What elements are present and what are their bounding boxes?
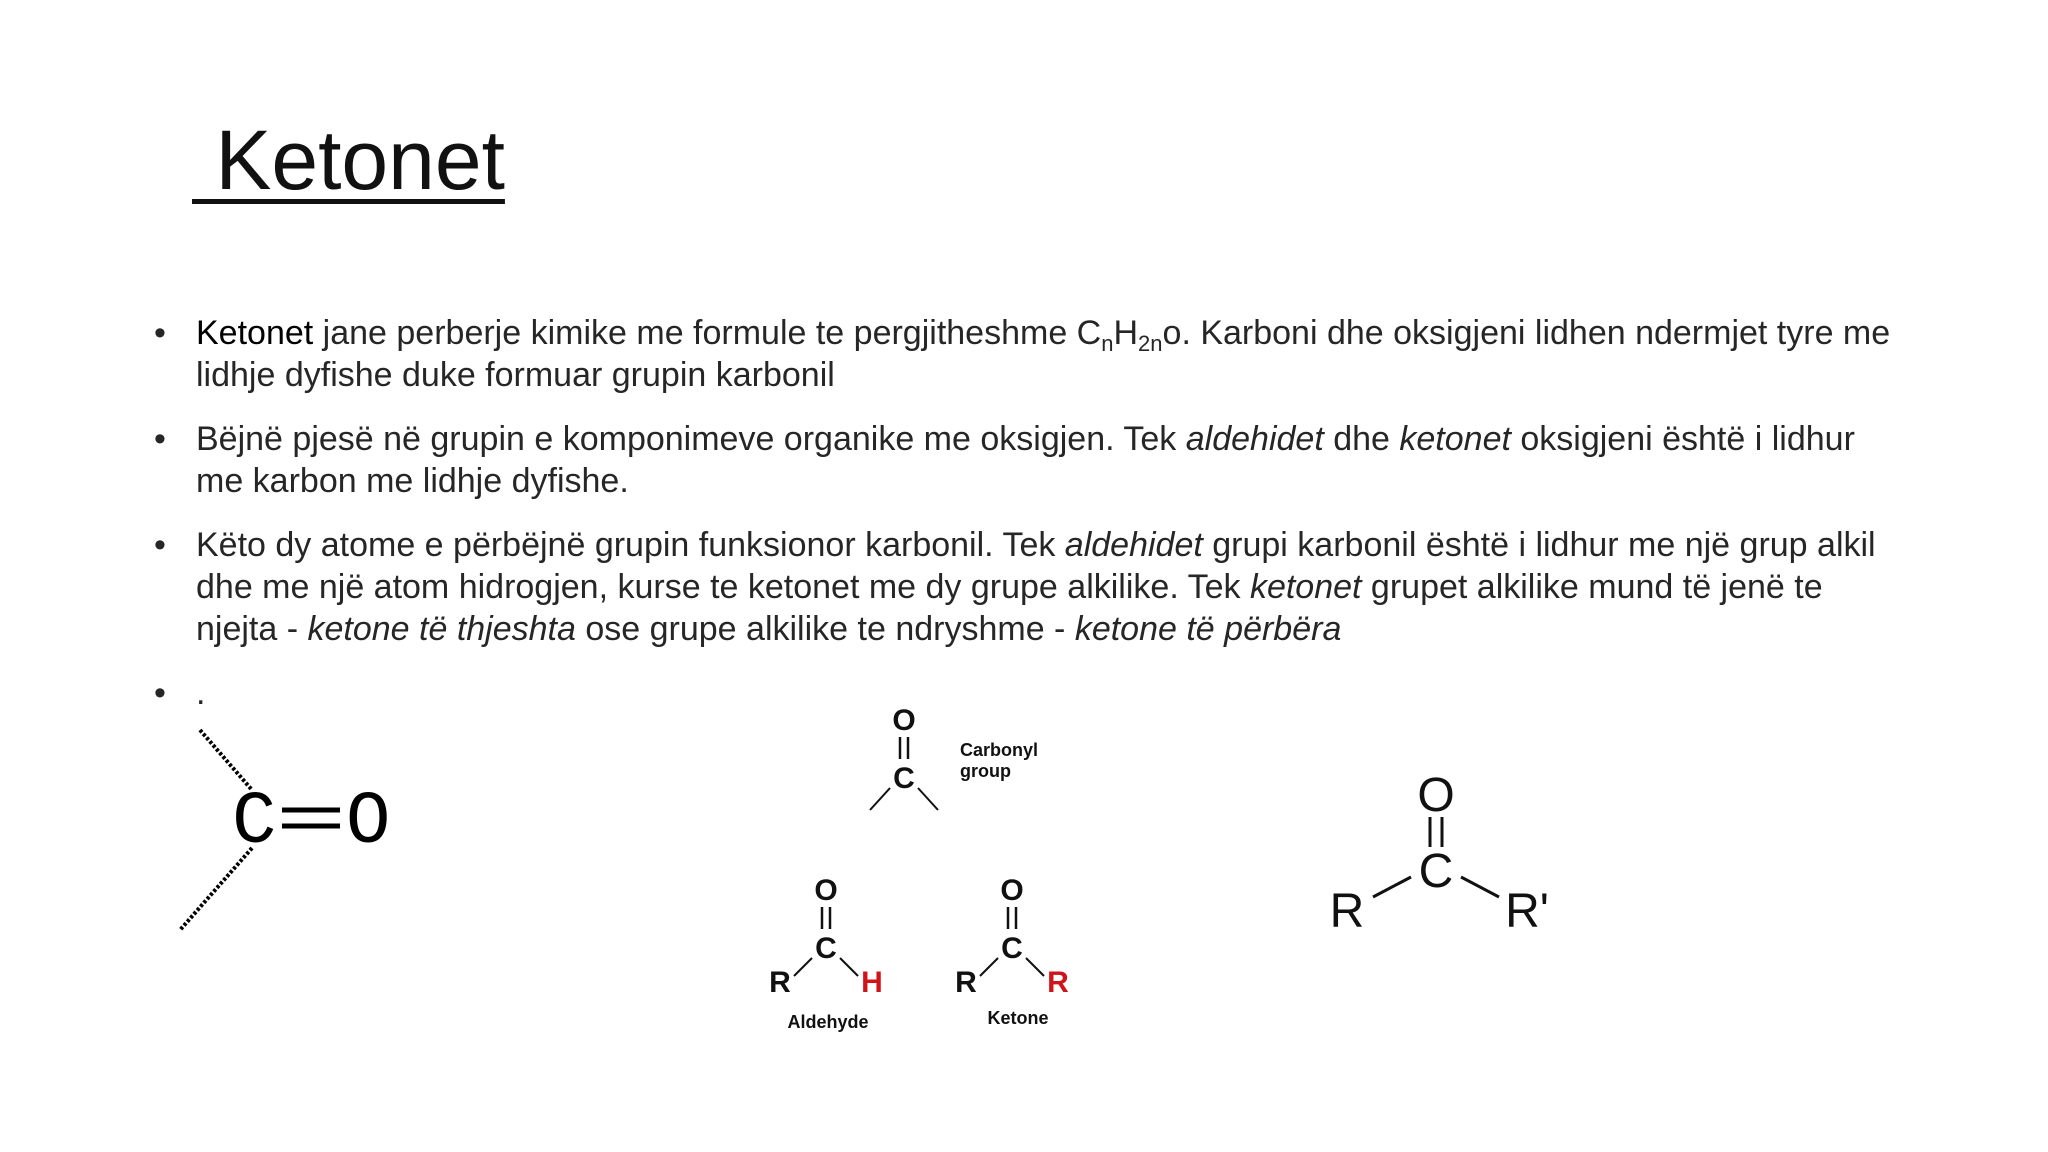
em-aldehidet: aldehidet — [1064, 526, 1203, 564]
carbonyl-c: C — [893, 762, 915, 795]
em-ketone-thjeshta: ketone të thjeshta — [307, 610, 576, 648]
bullet-list — [150, 312, 1910, 736]
general-bond-r-prime — [1461, 877, 1499, 897]
formula-h: H — [1113, 314, 1139, 352]
ketone-r2: R — [1047, 966, 1069, 999]
em-aldehidet: aldehidet — [1185, 420, 1324, 458]
general-r-prime: R' — [1505, 885, 1549, 938]
bullet-3-text: grupet alkilike mund të jenë te njejta - — [196, 568, 1823, 648]
keyword-ketonet: Ketonet — [196, 314, 314, 352]
carbonyl-label-line2: group — [960, 761, 1011, 781]
bullet-3-text: grupi karbonil është i lidhur me një grup alkil dhe me një atom hidrogjen, kurse te ketonet me dy grupe alkilike. Tek — [196, 526, 1876, 606]
ketone-bond-r2 — [1026, 958, 1044, 976]
bullet-2 — [150, 418, 1910, 502]
carbonyl-structure-figure — [170, 720, 430, 940]
aldehyde-o: O — [814, 874, 838, 907]
bullet-1 — [150, 312, 1910, 396]
bullet-3-text: ose grupe alkilike te ndryshme - — [575, 610, 1075, 648]
ketone-general-figure — [1315, 765, 1575, 945]
aldehyde-bond-h — [840, 958, 858, 976]
aldehyde-ketone-figure — [750, 700, 1120, 1040]
ketone-r: R — [955, 966, 977, 999]
atom-o: O — [346, 781, 391, 865]
bullet-3-text: Këto dy atome e përbëjnë grupin funksionor karbonil. Tek — [196, 526, 1065, 564]
bullet-2-text: oksigjeni është i lidhur me karbon me lidhje dyfishe. — [196, 420, 1855, 500]
bullet-4-text: . — [196, 674, 206, 712]
aldehyde-r: R — [769, 966, 791, 999]
bullet-1-text-end: o. Karboni dhe oksigjeni lidhen ndermjet tyre me lidhje dyfishe duke formuar grupin karbonil — [196, 314, 1891, 394]
subscript-2n: 2n — [1138, 331, 1163, 356]
carbonyl-o: O — [892, 704, 916, 737]
bullet-2-text: Bëjnë pjesë në grupin e komponimeve organike me oksigjen. Tek — [196, 420, 1186, 458]
em-ketonet: ketonet — [1249, 568, 1362, 606]
aldehyde-c: C — [815, 932, 837, 965]
em-ketone-perbera: ketone të përbëra — [1074, 610, 1342, 648]
aldehyde-bond-r — [794, 958, 812, 976]
bullet-2-text: dhe — [1323, 420, 1400, 458]
ketone-c: C — [1001, 932, 1023, 965]
carbonyl-label-line1: Carbonyl — [960, 740, 1039, 760]
bullet-1-text: jane perberje kimike me formule te pergjitheshme C — [313, 314, 1102, 352]
carbonyl-bond-left — [870, 788, 890, 810]
ketone-bond-r — [980, 958, 998, 976]
general-bond-r — [1373, 877, 1411, 897]
carbonyl-bond-right — [918, 788, 938, 810]
ketone-o: O — [1000, 874, 1024, 907]
slide-title: Ketonet — [192, 113, 505, 207]
atom-c: C — [232, 781, 277, 865]
ketone-caption: Ketone — [987, 1008, 1049, 1028]
subscript-n: n — [1101, 331, 1114, 356]
bullet-3 — [150, 524, 1910, 650]
general-r: R — [1329, 885, 1365, 938]
aldehyde-caption: Aldehyde — [787, 1012, 869, 1032]
general-c: C — [1418, 845, 1454, 898]
aldehyde-h: H — [861, 966, 883, 999]
em-ketonet: ketonet — [1399, 420, 1511, 458]
general-o: O — [1417, 769, 1455, 822]
